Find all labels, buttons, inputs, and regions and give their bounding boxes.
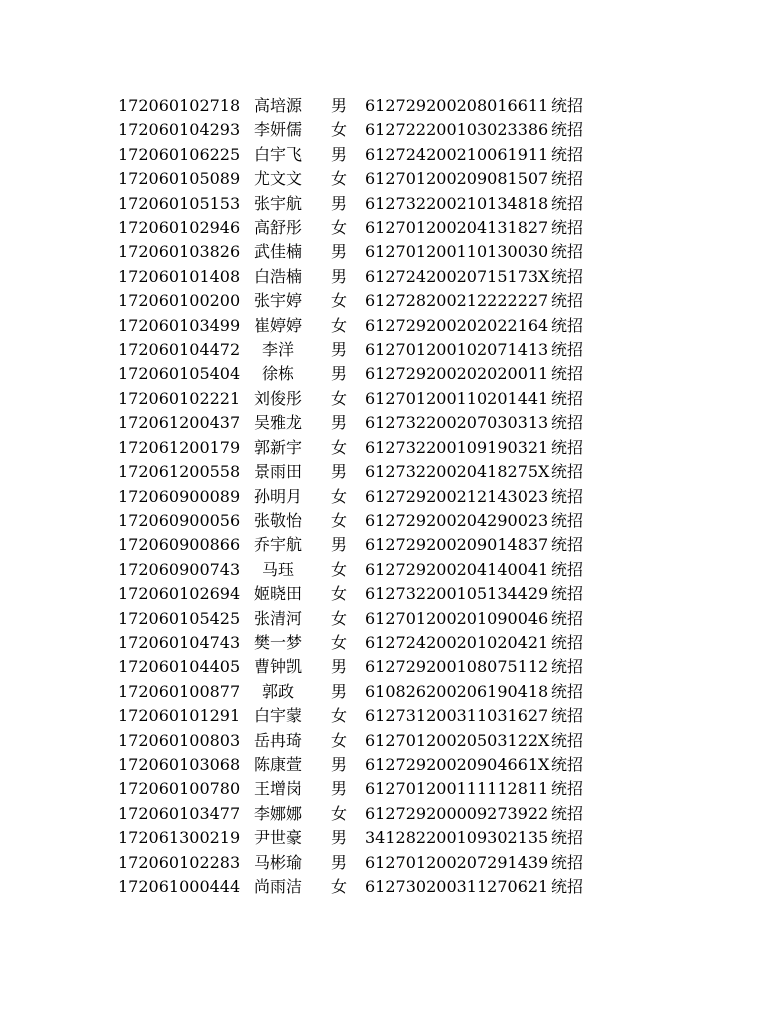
student-id-cell: 172060104472 — [118, 340, 241, 360]
student-name-cell: 张敬怡 — [253, 510, 302, 530]
student-id-cell: 172060900089 — [118, 486, 241, 506]
student-id-cell: 172060900743 — [118, 559, 241, 579]
student-name-cell: 高舒彤 — [253, 218, 302, 238]
student-name-cell: 崔婷婷 — [253, 315, 302, 335]
table-row — [118, 192, 601, 216]
enrollment-type-cell: 统招 — [551, 681, 584, 701]
student-id-cell: 172060102718 — [118, 96, 241, 115]
table-row — [118, 655, 601, 679]
gender-cell: 女 — [330, 730, 347, 750]
student-name-cell: 尤文文 — [253, 169, 302, 189]
gender-cell: 女 — [330, 510, 347, 530]
student-id-cell: 172060102283 — [118, 852, 241, 872]
gender-cell: 女 — [330, 559, 347, 579]
gender-cell: 女 — [330, 218, 347, 238]
student-id-cell: 172060104405 — [118, 657, 241, 677]
gender-cell: 男 — [330, 852, 347, 872]
enrollment-type-cell: 统招 — [551, 340, 584, 360]
id-card-cell: 61270120020503122X — [365, 730, 550, 750]
student-id-cell: 172060105089 — [118, 169, 241, 189]
enrollment-type-cell: 统招 — [551, 486, 584, 506]
student-id-cell: 172060106225 — [118, 144, 241, 164]
id-card-cell: 612729200208016611 — [365, 96, 549, 115]
enrollment-type-cell: 统招 — [551, 852, 584, 872]
student-id-cell: 172060105153 — [118, 193, 241, 213]
gender-cell: 男 — [330, 364, 347, 384]
id-card-cell: 612701200207291439 — [365, 852, 549, 872]
table-row — [118, 607, 601, 631]
gender-cell: 男 — [330, 462, 347, 482]
enrollment-type-cell: 统招 — [551, 803, 584, 823]
gender-cell: 女 — [330, 608, 347, 628]
student-name-cell: 白宇飞 — [253, 144, 302, 164]
enrollment-type-cell: 统招 — [551, 388, 584, 408]
student-name-cell: 武佳楠 — [253, 242, 302, 262]
id-card-cell: 612728200212222227 — [365, 291, 549, 311]
enrollment-type-cell: 统招 — [551, 462, 584, 482]
student-name-cell: 乔宇航 — [253, 535, 302, 555]
id-card-cell: 612701200110201441 — [365, 388, 549, 408]
student-name-cell: 马珏 — [261, 559, 294, 579]
student-name-cell: 徐栋 — [261, 364, 294, 384]
gender-cell: 男 — [330, 193, 347, 213]
gender-cell: 男 — [330, 340, 347, 360]
table-row — [118, 875, 601, 899]
student-id-cell: 172060105425 — [118, 608, 241, 628]
enrollment-type-cell: 统招 — [551, 242, 584, 262]
enrollment-type-cell: 统招 — [551, 706, 584, 726]
enrollment-type-cell: 统招 — [551, 632, 584, 652]
enrollment-type-cell: 统招 — [551, 657, 584, 677]
id-card-cell: 612701200201090046 — [365, 608, 549, 628]
enrollment-type-cell: 统招 — [551, 584, 584, 604]
enrollment-type-cell: 统招 — [551, 120, 584, 140]
student-id-cell: 172061200179 — [118, 437, 241, 457]
table-row — [118, 362, 601, 386]
enrollment-type-cell: 统招 — [551, 144, 584, 164]
student-name-cell: 吴雅龙 — [253, 413, 302, 433]
id-card-cell: 612701200204131827 — [365, 218, 549, 238]
student-id-cell: 172060100780 — [118, 779, 241, 799]
student-name-cell: 白宇蒙 — [253, 706, 302, 726]
student-id-cell: 172060100803 — [118, 730, 241, 750]
table-row — [118, 118, 601, 142]
gender-cell: 女 — [330, 437, 347, 457]
table-row — [118, 485, 601, 509]
student-id-cell: 172060103499 — [118, 315, 241, 335]
enrollment-type-cell: 统招 — [551, 218, 584, 238]
enrollment-type-cell: 统招 — [551, 535, 584, 555]
id-card-cell: 612731200311031627 — [365, 706, 549, 726]
student-name-cell: 张宇航 — [253, 193, 302, 213]
enrollment-type-cell: 统招 — [551, 730, 584, 750]
student-name-cell: 孙明月 — [253, 486, 302, 506]
student-name-cell: 景雨田 — [253, 462, 302, 482]
id-card-cell: 612729200204140041 — [365, 559, 549, 579]
enrollment-type-cell: 统招 — [551, 828, 584, 848]
student-id-cell: 172060101408 — [118, 266, 241, 286]
enrollment-type-cell: 统招 — [551, 413, 584, 433]
student-id-cell: 172060100877 — [118, 681, 241, 701]
id-card-cell: 610826200206190418 — [365, 681, 549, 701]
enrollment-type-cell: 统招 — [551, 364, 584, 384]
student-name-cell: 白浩楠 — [253, 266, 302, 286]
table-row — [118, 582, 601, 606]
gender-cell: 女 — [330, 120, 347, 140]
id-card-cell: 612730200311270621 — [365, 877, 549, 896]
student-name-cell: 岳冉琦 — [253, 730, 302, 750]
table-row — [118, 411, 601, 435]
student-name-cell: 郭新宇 — [253, 437, 302, 457]
gender-cell: 女 — [330, 486, 347, 506]
table-row — [118, 436, 601, 460]
id-card-cell: 612701200209081507 — [365, 169, 549, 189]
table-row — [118, 533, 601, 557]
student-id-cell: 172060104293 — [118, 120, 241, 140]
id-card-cell: 612729200108075112 — [365, 657, 549, 677]
table-row — [118, 167, 601, 191]
table-row — [118, 753, 601, 777]
student-id-cell: 172060105404 — [118, 364, 241, 384]
id-card-cell: 612732200207030313 — [365, 413, 549, 433]
id-card-cell: 612701200110130030 — [365, 242, 549, 262]
id-card-cell: 61272420020715173X — [365, 266, 550, 286]
gender-cell: 男 — [330, 657, 347, 677]
table-row — [118, 826, 601, 850]
enrollment-type-cell: 统招 — [551, 193, 584, 213]
table-row — [118, 240, 601, 264]
gender-cell: 女 — [330, 803, 347, 823]
student-id-cell: 172060102946 — [118, 218, 241, 238]
student-id-cell: 172060103477 — [118, 803, 241, 823]
student-list-table — [118, 94, 601, 899]
student-id-cell: 172060103068 — [118, 754, 241, 774]
gender-cell: 男 — [330, 144, 347, 164]
student-name-cell: 马彬瑜 — [253, 852, 302, 872]
student-name-cell: 张宇婷 — [253, 291, 302, 311]
gender-cell: 男 — [330, 266, 347, 286]
table-row — [118, 338, 601, 362]
student-name-cell: 李洋 — [261, 340, 294, 360]
table-row — [118, 802, 601, 826]
id-card-cell: 612729200202020011 — [365, 364, 549, 384]
student-id-cell: 172061300219 — [118, 828, 241, 848]
id-card-cell: 612729200009273922 — [365, 803, 549, 823]
student-name-cell: 刘俊彤 — [253, 388, 302, 408]
table-row — [118, 216, 601, 240]
table-row — [118, 265, 601, 289]
id-card-cell: 612729200204290023 — [365, 510, 549, 530]
id-card-cell: 61273220020418275X — [365, 462, 550, 482]
gender-cell: 男 — [330, 754, 347, 774]
enrollment-type-cell: 统招 — [551, 608, 584, 628]
gender-cell: 男 — [330, 413, 347, 433]
enrollment-type-cell: 统招 — [551, 96, 584, 115]
student-name-cell: 李妍儒 — [253, 120, 302, 140]
table-row — [118, 704, 601, 728]
enrollment-type-cell: 统招 — [551, 315, 584, 335]
student-name-cell: 李娜娜 — [253, 803, 302, 823]
gender-cell: 女 — [330, 877, 347, 896]
table-row — [118, 289, 601, 313]
id-card-cell: 612732200109190321 — [365, 437, 549, 457]
table-row — [118, 460, 601, 484]
id-card-cell: 612701200111112811 — [365, 779, 549, 799]
student-id-cell: 172060101291 — [118, 706, 241, 726]
student-name-cell: 陈康萱 — [253, 754, 302, 774]
student-name-cell: 姬晓田 — [253, 584, 302, 604]
table-row — [118, 631, 601, 655]
table-row — [118, 509, 601, 533]
gender-cell: 女 — [330, 632, 347, 652]
student-name-cell: 樊一梦 — [253, 632, 302, 652]
id-card-cell: 612732200105134429 — [365, 584, 549, 604]
student-name-cell: 张清河 — [253, 608, 302, 628]
table-row — [118, 777, 601, 801]
student-name-cell: 尚雨洁 — [253, 877, 302, 896]
table-row — [118, 680, 601, 704]
table-row — [118, 729, 601, 753]
id-card-cell: 61272920020904661X — [365, 754, 550, 774]
id-card-cell: 341282200109302135 — [365, 828, 549, 848]
gender-cell: 女 — [330, 706, 347, 726]
table-row — [118, 94, 601, 118]
id-card-cell: 612729200209014837 — [365, 535, 549, 555]
gender-cell: 男 — [330, 96, 347, 115]
gender-cell: 男 — [330, 828, 347, 848]
table-row — [118, 387, 601, 411]
student-id-cell: 172060102694 — [118, 584, 241, 604]
id-card-cell: 612701200102071413 — [365, 340, 549, 360]
enrollment-type-cell: 统招 — [551, 437, 584, 457]
enrollment-type-cell: 统招 — [551, 169, 584, 189]
id-card-cell: 612724200210061911 — [365, 144, 549, 164]
student-name-cell: 尹世豪 — [253, 828, 302, 848]
student-id-cell: 172060104743 — [118, 632, 241, 652]
gender-cell: 男 — [330, 242, 347, 262]
enrollment-type-cell: 统招 — [551, 510, 584, 530]
enrollment-type-cell: 统招 — [551, 754, 584, 774]
student-id-cell: 172060103826 — [118, 242, 241, 262]
gender-cell: 女 — [330, 169, 347, 189]
student-id-cell: 172060900866 — [118, 535, 241, 555]
student-list-body — [118, 94, 601, 899]
enrollment-type-cell: 统招 — [551, 266, 584, 286]
id-card-cell: 612729200212143023 — [365, 486, 549, 506]
student-name-cell: 高培源 — [253, 96, 302, 115]
gender-cell: 男 — [330, 779, 347, 799]
id-card-cell: 612722200103023386 — [365, 120, 549, 140]
gender-cell: 女 — [330, 388, 347, 408]
enrollment-type-cell: 统招 — [551, 291, 584, 311]
student-name-cell: 郭政 — [261, 681, 294, 701]
gender-cell: 女 — [330, 315, 347, 335]
id-card-cell: 612732200210134818 — [365, 193, 549, 213]
id-card-cell: 612729200202022164 — [365, 315, 549, 335]
table-row — [118, 143, 601, 167]
student-id-cell: 172060102221 — [118, 388, 241, 408]
id-card-cell: 612724200201020421 — [365, 632, 549, 652]
enrollment-type-cell: 统招 — [551, 877, 584, 896]
student-id-cell: 172061200558 — [118, 462, 241, 482]
student-name-cell: 王增岗 — [253, 779, 302, 799]
gender-cell: 男 — [330, 681, 347, 701]
student-id-cell: 172061200437 — [118, 413, 241, 433]
gender-cell: 男 — [330, 535, 347, 555]
student-id-cell: 172061000444 — [118, 877, 241, 896]
table-row — [118, 851, 601, 875]
enrollment-type-cell: 统招 — [551, 779, 584, 799]
student-name-cell: 曹钟凯 — [253, 657, 302, 677]
gender-cell: 女 — [330, 584, 347, 604]
enrollment-type-cell: 统招 — [551, 559, 584, 579]
table-row — [118, 558, 601, 582]
gender-cell: 女 — [330, 291, 347, 311]
student-id-cell: 172060100200 — [118, 291, 241, 311]
student-id-cell: 172060900056 — [118, 510, 241, 530]
table-row — [118, 314, 601, 338]
